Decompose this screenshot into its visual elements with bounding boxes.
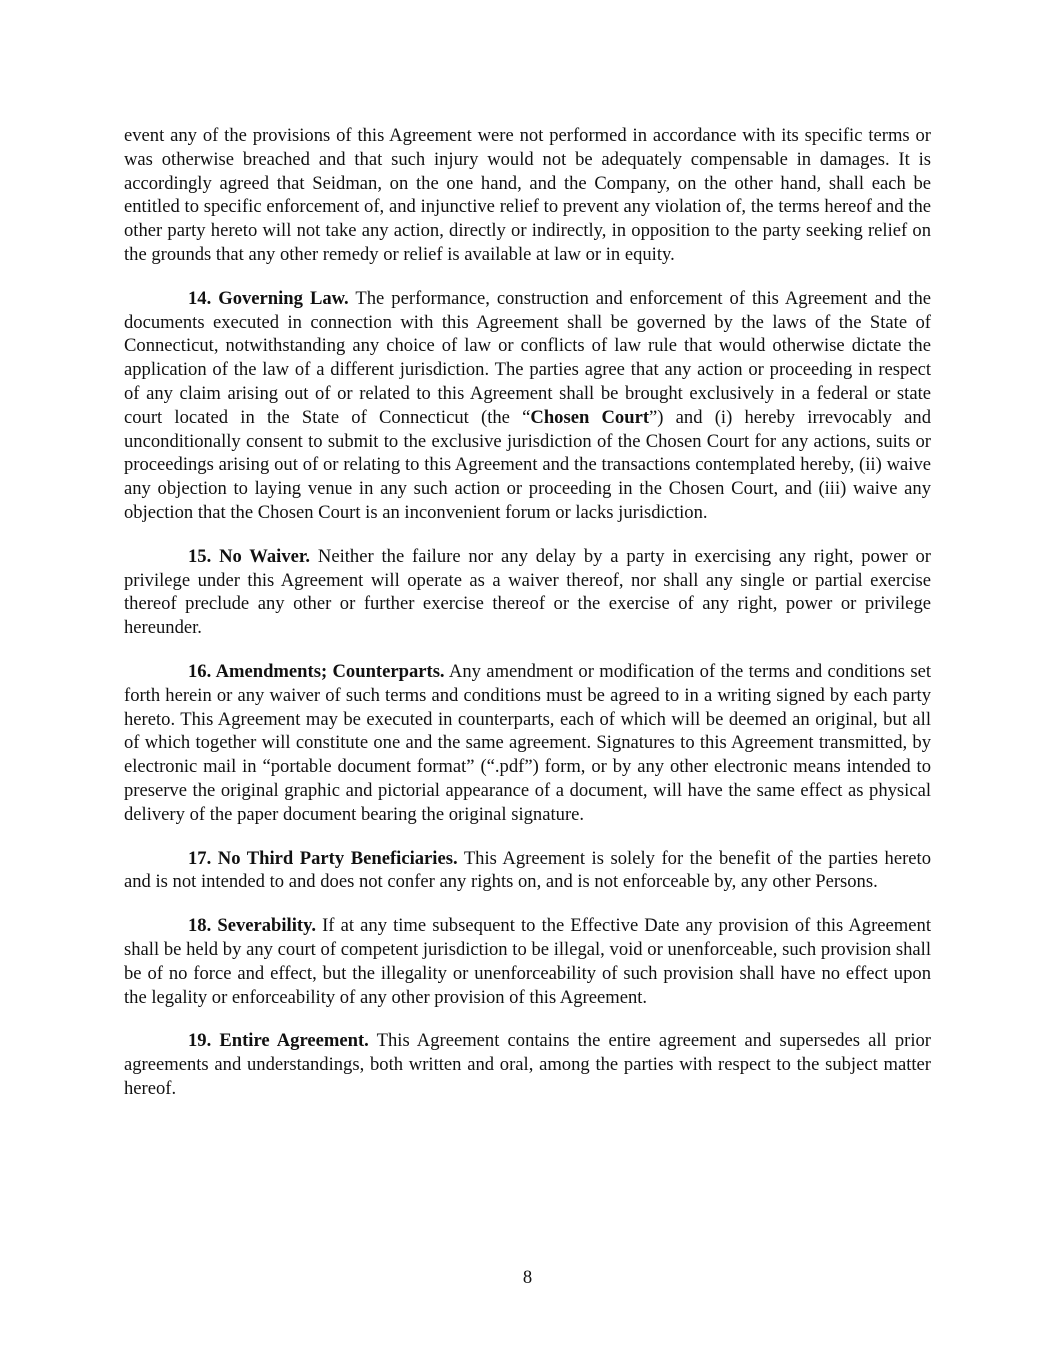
section-text: Neither the failure nor any delay by a party in exercising any right, power or privilege under this Agreement will operate as a waiver thereof, nor shall any single or partial exercise thereof preclude any other or further exercise thereof or the exercise of any right, power or privilege hereunder. [124,545,931,639]
section-heading: 18. Severability. [188,915,316,937]
section-heading: 14. Governing Law. [188,287,349,309]
document-body [124,124,931,1101]
paragraph-spacer [124,640,931,660]
section-14-governing-law [124,287,931,525]
paragraph-spacer [124,525,931,545]
section-18-severability [124,914,931,1009]
section-text: This Agreement contains the entire agreement and supersedes all prior agreements and understandings, both written and oral, among the parties with respect to the subject matter hereof. [124,1030,931,1099]
section-heading: 19. Entire Agreement. [188,1030,369,1052]
section-text: ”) and (i) hereby irrevocably and unconditionally consent to submit to the exclusive jurisdiction of the Chosen Court for any actions, suits or proceedings arising out of or relating to this Agreement and the transactions contemplated hereby, (ii) waive any objection to laying venue in any such action or proceeding in the Chosen Court, and (iii) waive any objection that the Chosen Court is an inconvenient forum or lacks jurisdiction. [124,406,932,523]
section-heading: 16. Amendments; Counterparts. [188,660,445,682]
section-text: If at any time subsequent to the Effective Date any provision of this Agreement shall be held by any court of competent jurisdiction to be illegal, void or unenforceable, such provision shall be of no force and effect, but the illegality or unenforceability of such provision shall have no effect upon the legality or enforceability of any other provision of this Agreement. [124,915,931,1008]
paragraph-spacer [124,827,931,847]
section-15-no-waiver [124,545,931,640]
section-text: The performance, construction and enforcement of this Agreement and the documents executed in connection with this Agreement shall be governed by the laws of the State of Connecticut, notwithstanding any choice of law or conflicts of law rule that would otherwise dictate the application of the law of a different jurisdiction. The parties agree that any action or proceeding in respect of any claim arising out of or related to this Agreement shall be brought exclusively in a federal or state court located in the State of Connecticut (the “ [124,287,932,428]
section-19-entire-agreement [124,1029,931,1100]
paragraph-spacer [124,894,931,914]
section-16-amendments-counterparts [124,660,931,827]
continuation-paragraph: event any of the provisions of this Agreement were not performed in accordance with its specific terms or was otherwise breached and that such injury would not be adequately compensable in damages. It is accordingly agreed that Seidman, on the one hand, and the Company, on the other hand, shall each be entitled to specific enforcement of, and injunctive relief to prevent any violation of, the terms hereof and the other party hereto will not take any action, directly or indirectly, in opposition to the party seeking relief on the grounds that any other remedy or relief is available at law or in equity. [124,125,931,265]
defined-term: Chosen Court [530,406,650,428]
section-text: Any amendment or modification of the terms and conditions set forth herein or any waiver of such terms and conditions must be agreed to in a writing signed by each party hereto. This Agreement may be executed in counterparts, each of which will be deemed an original, but all of which together will constitute one and the same agreement. Signatures to this Agreement transmitted, by electronic mail in “portable document format” (“.pdf”) form, or by any other electronic means intended to preserve the original graphic and pictorial appearance of a document, will have the same effect as physical delivery of the paper document bearing the original signature. [124,660,931,825]
section-text: This Agreement is solely for the benefit of the parties hereto and is not intended to and does not confer any rights on, and is not enforceable by, any other Persons. [124,847,931,893]
section-heading: 17. No Third Party Beneficiaries. [188,847,458,869]
paragraph-spacer [124,1009,931,1029]
section-17-no-third-party-beneficiaries [124,847,931,895]
page-number: 8 [522,1267,533,1288]
section-heading: 15. No Waiver. [188,545,311,567]
paragraph-spacer [124,267,931,287]
